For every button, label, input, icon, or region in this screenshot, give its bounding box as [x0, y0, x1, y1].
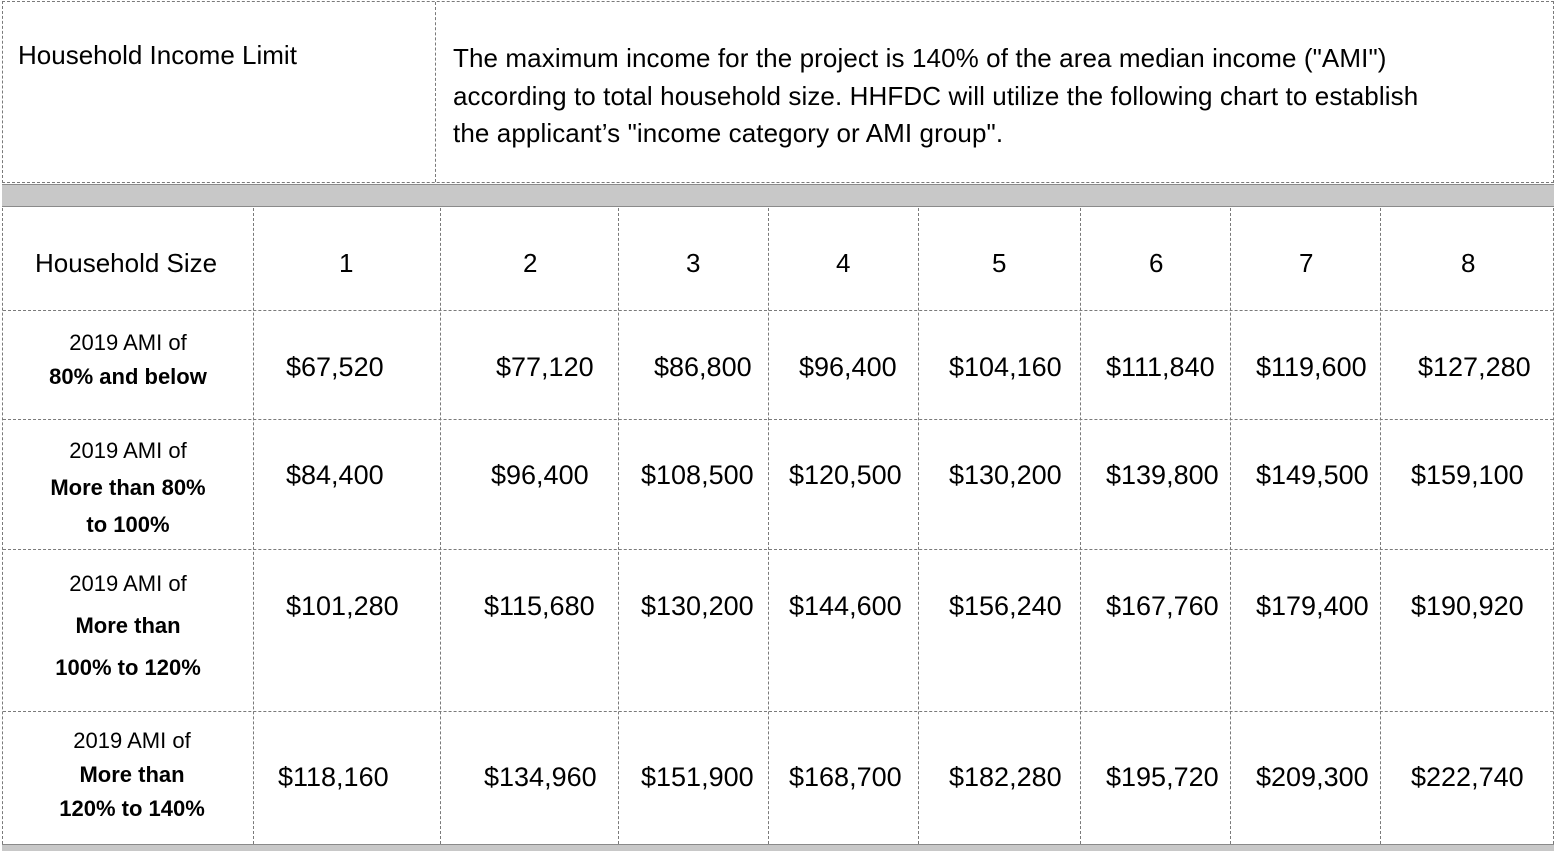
income-cell: $77,120: [496, 352, 594, 382]
income-cell: $151,900: [641, 762, 754, 792]
row-label: [3, 326, 253, 394]
income-cell: $168,700: [789, 762, 902, 792]
income-cell: $67,520: [286, 352, 384, 382]
income-cell: $108,500: [641, 460, 754, 490]
size-header: 1: [339, 248, 354, 278]
household-size-header: Household Size: [35, 248, 218, 278]
table-vline: [1080, 208, 1081, 844]
income-cell: $118,160: [278, 762, 389, 792]
row-label-prefix: 2019 AMI of: [73, 728, 191, 753]
ami-income-table: [2, 208, 1554, 844]
bottom-separator-band: [2, 844, 1554, 851]
row-label-prefix: 2019 AMI of: [69, 571, 187, 596]
income-cell: $119,600: [1256, 352, 1367, 382]
row-label-range: to 100%: [86, 512, 170, 537]
table-hline: [3, 310, 1553, 311]
income-cell: $156,240: [949, 591, 1062, 621]
income-cell: $179,400: [1256, 591, 1369, 621]
income-limit-label: Household Income Limit: [18, 40, 297, 70]
table-vline: [768, 208, 769, 844]
row-label: [7, 724, 257, 826]
income-cell: $101,280: [286, 591, 399, 621]
row-label-range: 100% to 120%: [55, 655, 201, 680]
table-vline: [1230, 208, 1231, 844]
income-cell: $130,200: [641, 591, 754, 621]
row-label-prefix: 2019 AMI of: [69, 330, 187, 355]
income-cell: $115,680: [484, 591, 595, 621]
income-cell: $195,720: [1106, 762, 1219, 792]
income-cell: $144,600: [789, 591, 902, 621]
income-cell: $149,500: [1256, 460, 1369, 490]
income-cell: $127,280: [1418, 352, 1531, 382]
size-header: 8: [1461, 248, 1476, 278]
income-cell: $190,920: [1411, 591, 1524, 621]
income-cell: $86,800: [654, 352, 752, 382]
size-header: 3: [686, 248, 701, 278]
row-label: [3, 432, 253, 543]
table-vline: [440, 208, 441, 844]
column-divider: [435, 2, 436, 182]
income-cell: $159,100: [1411, 460, 1524, 490]
income-cell: $139,800: [1106, 460, 1219, 490]
table-vline: [1380, 208, 1381, 844]
description-line: the applicant’s "income category or AMI group".: [453, 118, 1004, 148]
income-cell: $167,760: [1106, 591, 1219, 621]
row-label: [3, 563, 253, 689]
income-cell: $130,200: [949, 460, 1062, 490]
table-hline: [3, 419, 1553, 420]
table-vline: [618, 208, 619, 844]
income-cell: $209,300: [1256, 762, 1369, 792]
income-limit-block: [2, 1, 1554, 183]
description-line: according to total household size. HHFDC will utilize the following chart to establish: [453, 80, 1419, 111]
table-vline: [918, 208, 919, 844]
row-label-range: More than: [75, 613, 181, 638]
row-label-range: More than 80%: [50, 475, 206, 500]
income-cell: $182,280: [949, 762, 1062, 792]
income-cell: $111,840: [1106, 352, 1215, 382]
income-limit-description: [453, 40, 1533, 153]
table-hline: [3, 711, 1553, 712]
row-label-prefix: 2019 AMI of: [69, 438, 187, 463]
description-line: The maximum income for the project is 140% of the area median income ("AMI"): [453, 43, 1387, 73]
row-label-range: 80% and below: [49, 364, 207, 389]
row-label-range: More than: [79, 762, 185, 787]
income-cell: $96,400: [491, 460, 589, 490]
size-header: 2: [523, 248, 538, 278]
income-cell: $222,740: [1411, 762, 1524, 792]
row-label-range: 120% to 140%: [59, 796, 205, 821]
table-hline: [3, 549, 1553, 550]
size-header: 4: [836, 248, 851, 278]
income-cell: $104,160: [949, 352, 1062, 382]
income-cell: $134,960: [484, 762, 597, 792]
income-cell: $96,400: [799, 352, 897, 382]
size-header: 6: [1149, 248, 1164, 278]
income-cell: $84,400: [286, 460, 384, 490]
size-header: 7: [1299, 248, 1314, 278]
separator-band: [2, 184, 1554, 207]
size-header: 5: [992, 248, 1007, 278]
income-cell: $120,500: [789, 460, 902, 490]
